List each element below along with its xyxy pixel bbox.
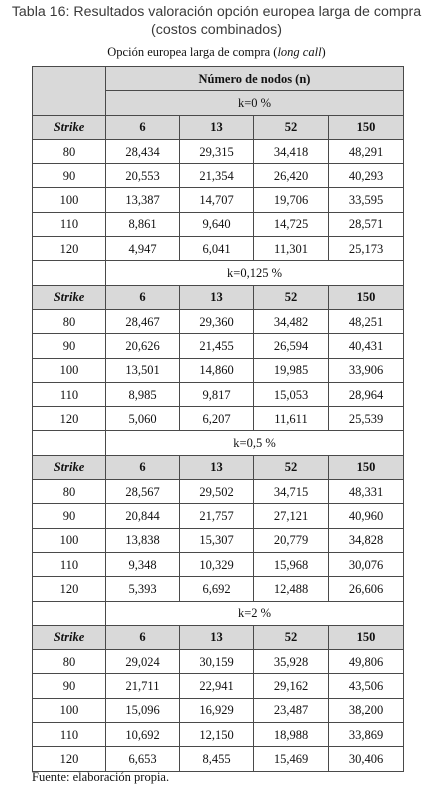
option-value: 28,567 — [106, 480, 180, 504]
strike-value: 110 — [33, 723, 106, 747]
nodes-column-header: 52 — [254, 285, 329, 309]
caption-line-1: Tabla 16: Resultados valoración opción europea larga de compra — [11, 4, 422, 20]
strike-value: 120 — [33, 407, 106, 431]
table-row — [33, 504, 404, 528]
option-value: 11,611 — [254, 407, 329, 431]
option-value: 5,393 — [106, 577, 180, 601]
table-row — [33, 309, 404, 333]
option-value: 10,329 — [180, 552, 254, 576]
option-value: 49,806 — [329, 650, 404, 674]
option-value: 30,159 — [180, 650, 254, 674]
option-value: 20,844 — [106, 504, 180, 528]
strike-value: 80 — [33, 650, 106, 674]
table-row — [33, 139, 404, 163]
option-value: 8,861 — [106, 212, 180, 236]
option-value: 25,539 — [329, 407, 404, 431]
k-row-blank-cell — [33, 261, 106, 285]
nodes-column-header: 52 — [254, 455, 329, 479]
strike-value: 80 — [33, 480, 106, 504]
nodes-column-header: 13 — [180, 455, 254, 479]
subtitle-close: ) — [321, 45, 326, 59]
results-table — [32, 66, 404, 772]
source-note: Fuente: elaboración propia. — [32, 770, 170, 784]
option-value: 28,467 — [106, 309, 180, 333]
nodes-column-header: 13 — [180, 625, 254, 649]
caption-line-2: (costos combinados) — [151, 22, 282, 38]
option-value: 11,301 — [254, 237, 329, 261]
strike-value: 120 — [33, 747, 106, 771]
option-value: 21,757 — [180, 504, 254, 528]
option-value: 26,606 — [329, 577, 404, 601]
results-table-body — [33, 67, 404, 772]
strike-value: 120 — [33, 237, 106, 261]
option-value: 48,291 — [329, 139, 404, 163]
column-header-row — [33, 115, 404, 139]
option-value: 8,985 — [106, 382, 180, 406]
strike-value: 80 — [33, 139, 106, 163]
option-value: 15,096 — [106, 698, 180, 722]
k-label: k=0,5 % — [106, 431, 404, 455]
table-row — [33, 188, 404, 212]
option-value: 8,455 — [180, 747, 254, 771]
table-row — [33, 650, 404, 674]
option-value: 20,553 — [106, 164, 180, 188]
table-row — [33, 674, 404, 698]
strike-value: 100 — [33, 358, 106, 382]
k-section-row — [33, 601, 404, 625]
option-value: 16,929 — [180, 698, 254, 722]
table-row — [33, 237, 404, 261]
option-value: 29,360 — [180, 309, 254, 333]
strike-header: Strike — [33, 625, 106, 649]
nodes-column-header: 6 — [106, 455, 180, 479]
k-section-row — [33, 431, 404, 455]
k-row-blank-cell — [33, 431, 106, 455]
option-value: 29,024 — [106, 650, 180, 674]
k-label: k=2 % — [106, 601, 404, 625]
table-caption — [0, 3, 433, 39]
nodes-column-header: 150 — [329, 455, 404, 479]
nodes-column-header: 13 — [180, 115, 254, 139]
table-row — [33, 164, 404, 188]
option-value: 34,715 — [254, 480, 329, 504]
nodes-column-header: 52 — [254, 115, 329, 139]
nodes-column-header: 150 — [329, 115, 404, 139]
option-value: 30,406 — [329, 747, 404, 771]
option-value: 6,041 — [180, 237, 254, 261]
option-value: 10,692 — [106, 723, 180, 747]
strike-value: 100 — [33, 188, 106, 212]
option-value: 38,200 — [329, 698, 404, 722]
table-row — [33, 480, 404, 504]
option-value: 9,348 — [106, 552, 180, 576]
k-row-blank-cell — [33, 601, 106, 625]
option-value: 14,860 — [180, 358, 254, 382]
nodes-column-header: 150 — [329, 625, 404, 649]
table-row — [33, 528, 404, 552]
option-value: 18,988 — [254, 723, 329, 747]
option-value: 28,571 — [329, 212, 404, 236]
option-value: 29,315 — [180, 139, 254, 163]
strike-header: Strike — [33, 455, 106, 479]
strike-value: 100 — [33, 698, 106, 722]
option-value: 19,706 — [254, 188, 329, 212]
option-value: 40,960 — [329, 504, 404, 528]
strike-value: 110 — [33, 382, 106, 406]
option-value: 34,828 — [329, 528, 404, 552]
option-value: 23,487 — [254, 698, 329, 722]
option-value: 15,469 — [254, 747, 329, 771]
table-row — [33, 358, 404, 382]
option-value: 13,501 — [106, 358, 180, 382]
table-row — [33, 382, 404, 406]
strike-value: 90 — [33, 164, 106, 188]
strike-value: 90 — [33, 334, 106, 358]
option-value: 20,779 — [254, 528, 329, 552]
table-row — [33, 334, 404, 358]
option-value: 35,928 — [254, 650, 329, 674]
strike-header: Strike — [33, 115, 106, 139]
option-value: 34,482 — [254, 309, 329, 333]
option-value: 33,906 — [329, 358, 404, 382]
strike-value: 90 — [33, 674, 106, 698]
option-value: 19,985 — [254, 358, 329, 382]
nodes-column-header: 52 — [254, 625, 329, 649]
table-row — [33, 407, 404, 431]
column-header-row — [33, 285, 404, 309]
option-value: 30,076 — [329, 552, 404, 576]
table-subtitle — [0, 44, 433, 60]
option-value: 29,502 — [180, 480, 254, 504]
table-row — [33, 723, 404, 747]
option-value: 5,060 — [106, 407, 180, 431]
option-value: 15,968 — [254, 552, 329, 576]
table-row — [33, 698, 404, 722]
option-value: 12,488 — [254, 577, 329, 601]
option-value: 33,595 — [329, 188, 404, 212]
option-value: 28,964 — [329, 382, 404, 406]
strike-value: 110 — [33, 552, 106, 576]
option-value: 15,053 — [254, 382, 329, 406]
option-value: 14,725 — [254, 212, 329, 236]
option-value: 40,431 — [329, 334, 404, 358]
option-value: 9,640 — [180, 212, 254, 236]
option-value: 22,941 — [180, 674, 254, 698]
subtitle-text: Opción europea larga de compra ( — [107, 45, 278, 59]
option-value: 21,711 — [106, 674, 180, 698]
option-value: 34,418 — [254, 139, 329, 163]
table-row — [33, 552, 404, 576]
strike-value: 110 — [33, 212, 106, 236]
option-value: 4,947 — [106, 237, 180, 261]
table-row — [33, 577, 404, 601]
option-value: 26,420 — [254, 164, 329, 188]
k-label: k=0,125 % — [106, 261, 404, 285]
option-value: 40,293 — [329, 164, 404, 188]
k-label: k=0 % — [106, 91, 404, 115]
option-value: 20,626 — [106, 334, 180, 358]
strike-value: 90 — [33, 504, 106, 528]
option-value: 48,251 — [329, 309, 404, 333]
table-row — [33, 747, 404, 771]
nodes-column-header: 6 — [106, 625, 180, 649]
option-value: 12,150 — [180, 723, 254, 747]
option-value: 29,162 — [254, 674, 329, 698]
option-value: 15,307 — [180, 528, 254, 552]
nodes-column-header: 6 — [106, 115, 180, 139]
option-value: 21,455 — [180, 334, 254, 358]
option-value: 13,387 — [106, 188, 180, 212]
option-value: 9,817 — [180, 382, 254, 406]
option-value: 6,692 — [180, 577, 254, 601]
option-value: 6,653 — [106, 747, 180, 771]
strike-value: 80 — [33, 309, 106, 333]
option-value: 13,838 — [106, 528, 180, 552]
nodes-header-row — [33, 67, 404, 91]
strike-value: 120 — [33, 577, 106, 601]
option-value: 33,869 — [329, 723, 404, 747]
option-value: 28,434 — [106, 139, 180, 163]
nodes-column-header: 150 — [329, 285, 404, 309]
strike-value: 100 — [33, 528, 106, 552]
option-value: 14,707 — [180, 188, 254, 212]
subtitle-italic-text: long call — [277, 45, 322, 59]
column-header-row — [33, 625, 404, 649]
option-value: 48,331 — [329, 480, 404, 504]
nodes-column-header: 6 — [106, 285, 180, 309]
corner-cell — [33, 67, 106, 116]
column-header-row — [33, 455, 404, 479]
option-value: 21,354 — [180, 164, 254, 188]
option-value: 27,121 — [254, 504, 329, 528]
strike-header: Strike — [33, 285, 106, 309]
nodes-header: Número de nodos (n) — [106, 67, 404, 91]
option-value: 25,173 — [329, 237, 404, 261]
option-value: 43,506 — [329, 674, 404, 698]
table-row — [33, 212, 404, 236]
option-value: 6,207 — [180, 407, 254, 431]
nodes-column-header: 13 — [180, 285, 254, 309]
option-value: 26,594 — [254, 334, 329, 358]
k-section-row — [33, 261, 404, 285]
